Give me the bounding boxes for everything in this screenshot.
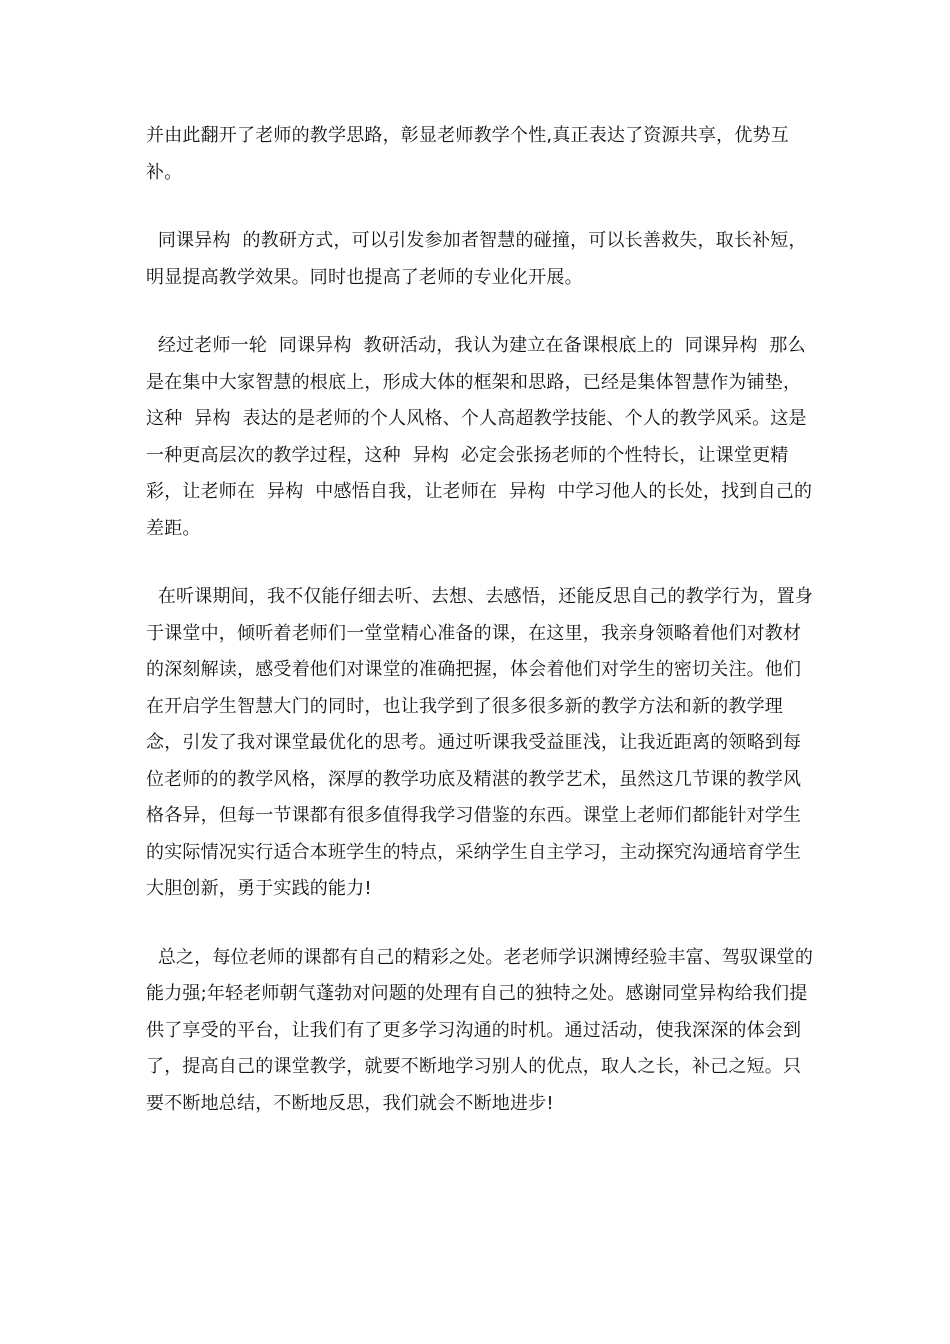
document-body — [146, 118, 814, 1154]
paragraph-2: 同课异构 的教研方式，可以引发参加者智慧的碰撞，可以长善救失，取长补短，明显提高教学效果。同时也提高了老师的专业化开展。 — [146, 230, 807, 288]
paragraph-1: 并由此翻开了老师的教学思路，彰显老师教学个性,真正表达了资源共享，优势互补。 — [146, 125, 789, 183]
paragraph-5: 总之，每位老师的课都有自己的精彩之处。老老师学识渊博经验丰富、驾驭课堂的能力强;年轻老师朝气蓬勃对问题的处理有自己的独特之处。感谢同堂异构给我们提供了享受的平台，让我们有了更多学习沟通的时机。通过活动，使我深深的体会到了，提高自己的课堂教学，就要不断地学习别人的优点，取人之长，补己之短。只要不断地总结，不断地反思，我们就会不断地进步! — [146, 946, 814, 1114]
paragraph-4: 在听课期间，我不仅能仔细去听、去想、去感悟，还能反思自己的教学行为，置身于课堂中，倾听着老师们一堂堂精心准备的课，在这里，我亲身领略着他们对教材的深刻解读，感受着他们对课堂的准确把握，体会着他们对学生的密切关注。他们在开启学生智慧大门的同时，也让我学到了很多很多新的教学方法和新的教学理念，引发了我对课堂最优化的思考。通过听课我受益匪浅，让我近距离的领略到每位老师的的教学风格，深厚的教学功底及精湛的教学艺术，虽然这几节课的教学风格各异，但每一节课都有很多值得我学习借鉴的东西。课堂上老师们都能针对学生的实际情况实行适合本班学生的特点，采纳学生自主学习，主动探究沟通培育学生大胆创新，勇于实践的能力! — [146, 586, 814, 899]
paragraph-3: 经过老师一轮 同课异构 教研活动，我认为建立在备课根底上的 同课异构 那么是在集中大家智慧的根底上，形成大体的框架和思路，已经是集体智慧作为铺垫，这种 异构 表达的是老师的个人风格、个人高超教学技能、个人的教学风采。这是一种更高层次的教学过程，这种 异构 必定会张扬老师的个性特长，让课堂更精彩，让老师在 异构 中感悟自我，让老师在 异构 中学习他人的长处，找到自己的差距。 — [146, 335, 813, 539]
